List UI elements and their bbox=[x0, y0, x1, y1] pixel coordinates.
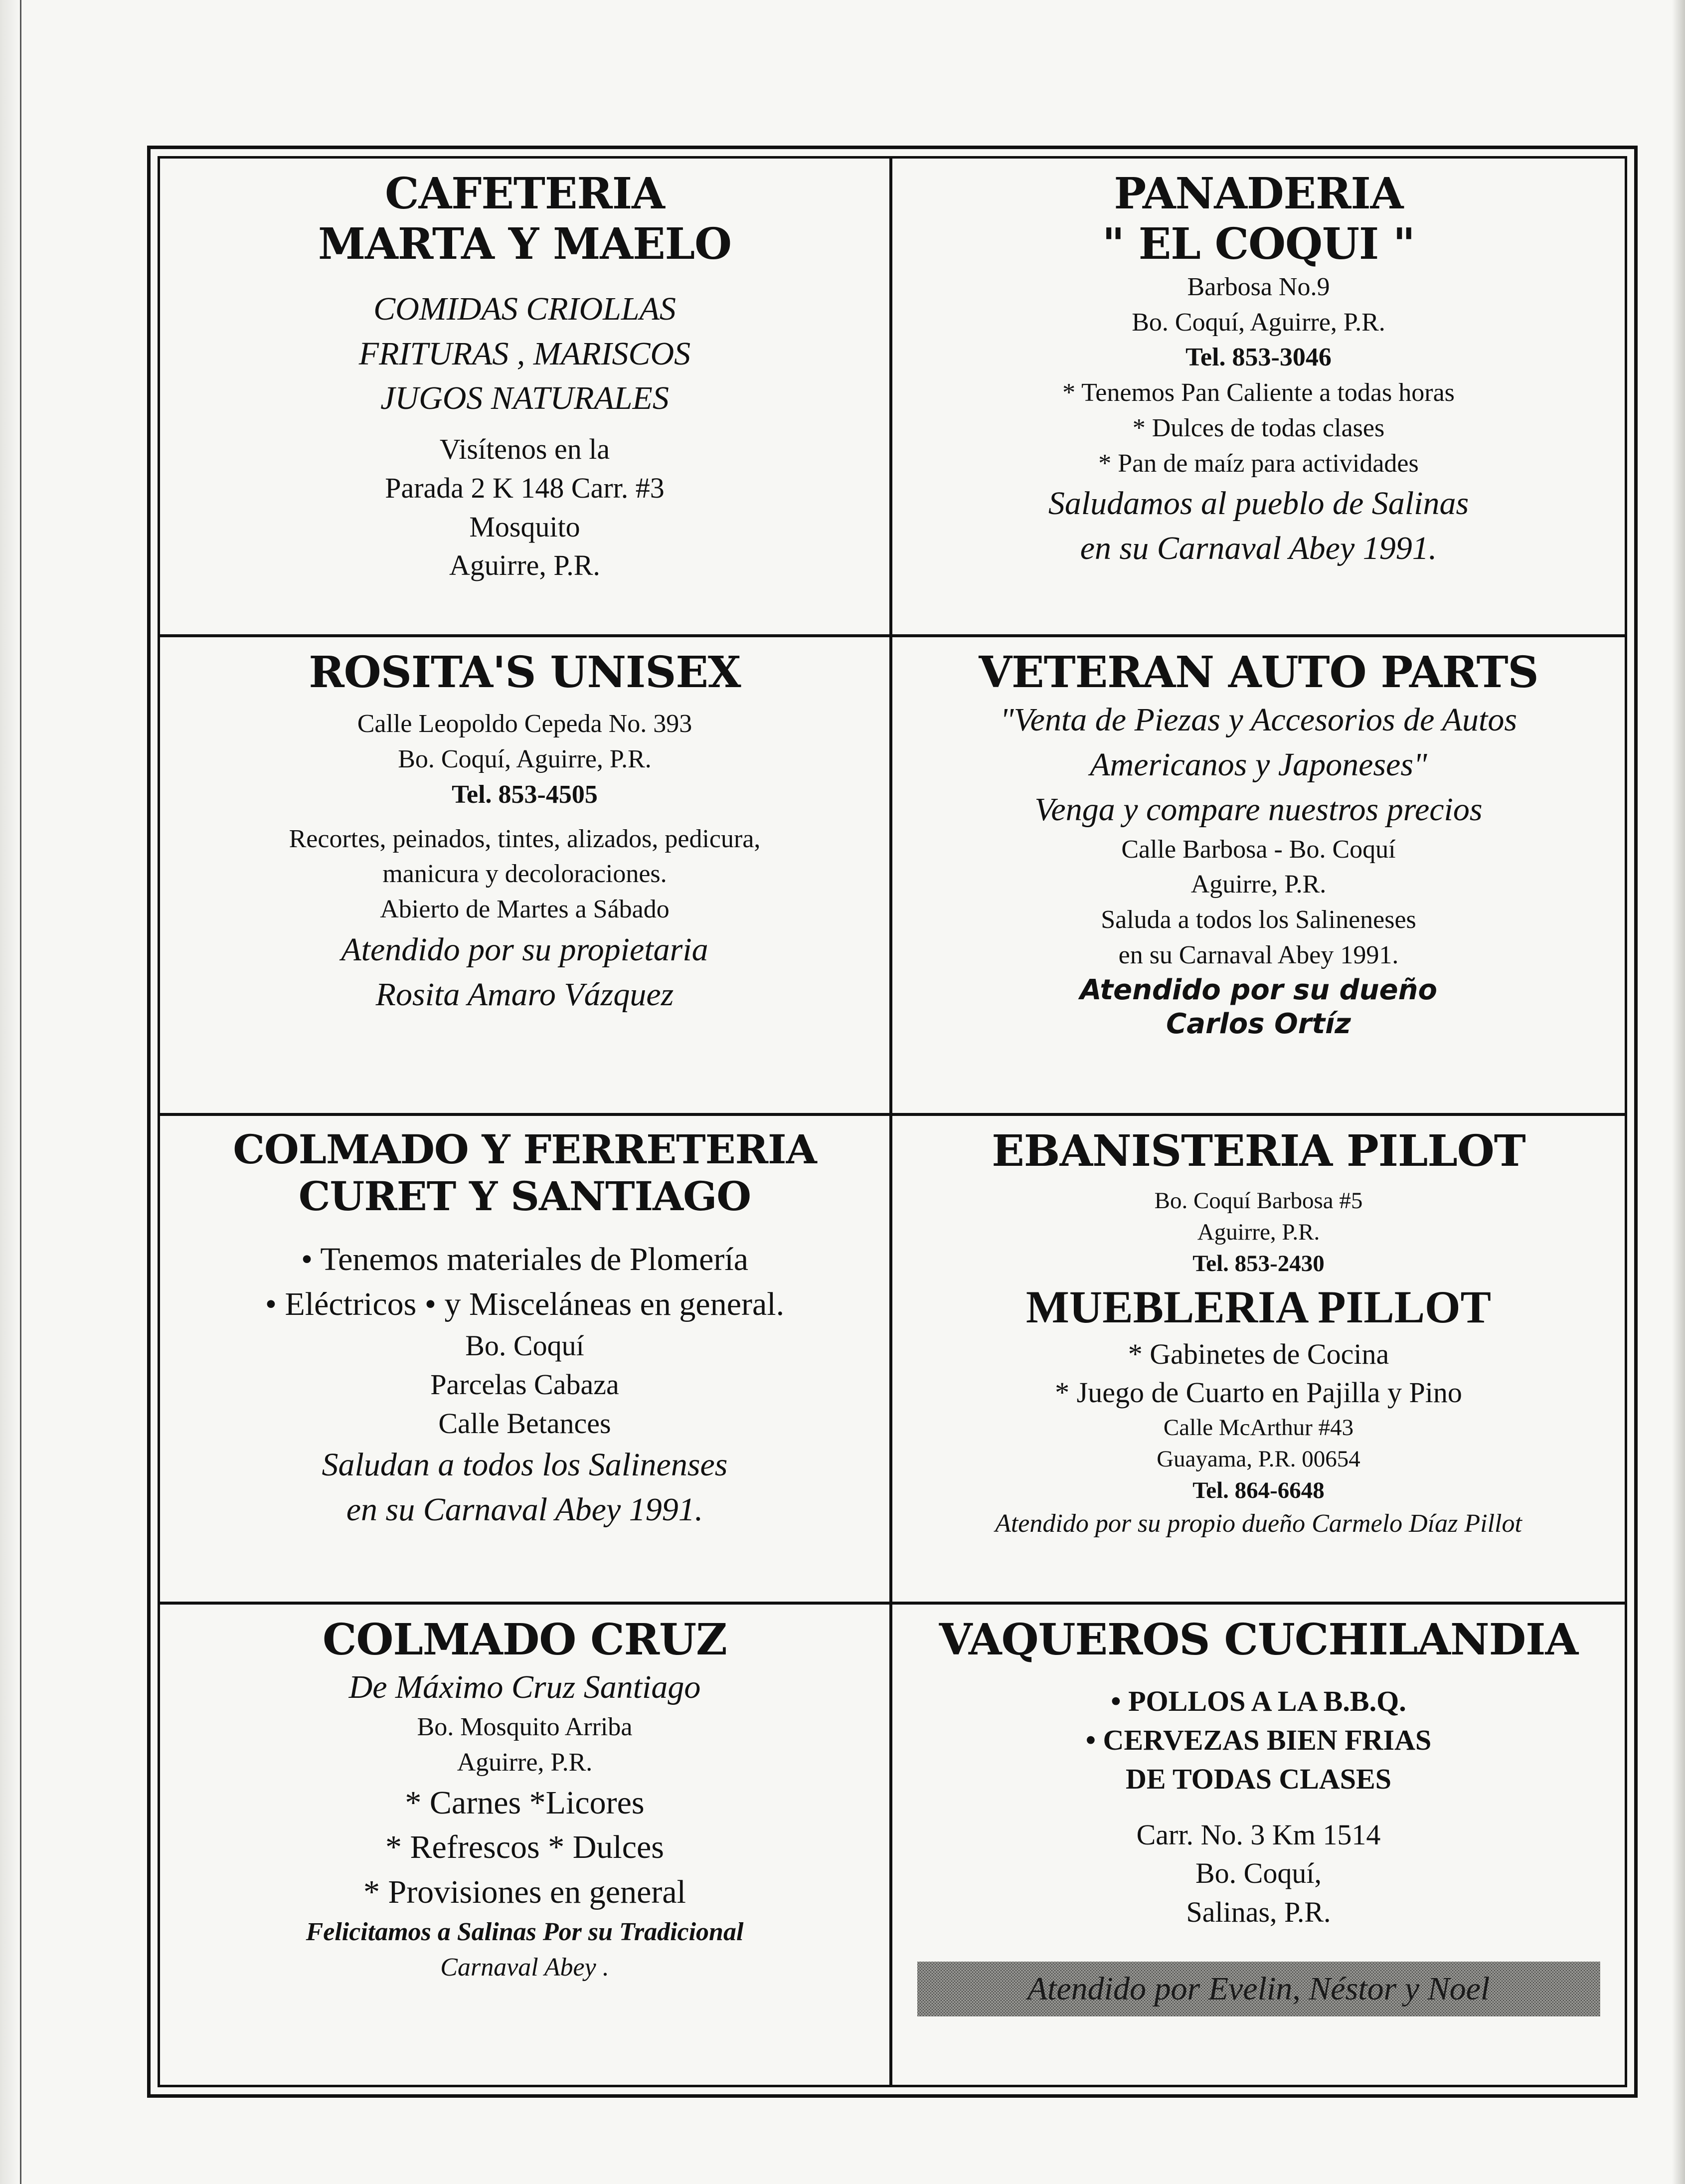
ad-attended: Atendido por su propietaria bbox=[341, 931, 708, 968]
ad-subtitle: MUEBLERIA PILLOT bbox=[1026, 1281, 1491, 1333]
ad-bullet: * Dulces de todas clases bbox=[1132, 413, 1385, 442]
ad-greeting: en su Carnaval Abey 1991. bbox=[1118, 940, 1399, 969]
ad-grid bbox=[158, 156, 1627, 2087]
ad-bullet: * Pan de maíz para actividades bbox=[1098, 449, 1419, 478]
ad-line: Aguirre, P.R. bbox=[457, 1748, 593, 1777]
ad-line: Bo. Coquí, Aguirre, P.R. bbox=[398, 745, 652, 774]
ad-greeting: Saludamos al pueblo de Salinas bbox=[1048, 485, 1469, 522]
ad-address: Calle Betances bbox=[438, 1407, 611, 1440]
ad-bullet: * Tenemos Pan Caliente a todas horas bbox=[1062, 378, 1455, 407]
ad-attended: Atendido por su propio dueño Carmelo Díaz Pillot bbox=[995, 1509, 1522, 1538]
ad-phone: Tel. 853-3046 bbox=[1185, 343, 1332, 372]
ad-address: Parada 2 K 148 Carr. #3 bbox=[385, 471, 665, 504]
ad-greeting: Felicitamos a Salinas Por su Tradicional bbox=[306, 1917, 744, 1946]
ad-line: COMIDAS CRIOLLAS bbox=[373, 290, 676, 327]
ad-bullet: * Gabinetes de Cocina bbox=[1128, 1337, 1389, 1370]
ad-line: Mosquito bbox=[469, 510, 580, 543]
ad-greeting: en su Carnaval Abey 1991. bbox=[346, 1491, 703, 1528]
ad-bullet: DE TODAS CLASES bbox=[1126, 1762, 1391, 1795]
ad-title: VAQUEROS CUCHILANDIA bbox=[939, 1615, 1578, 1665]
ad-line: Aguirre, P.R. bbox=[449, 549, 600, 582]
ad-line: Venga y compare nuestros precios bbox=[1034, 791, 1483, 828]
ad-veteran-auto-parts bbox=[892, 637, 1625, 1116]
ad-bullet: • Eléctricos • y Misceláneas en general. bbox=[265, 1285, 785, 1322]
ad-title: PANADERIA bbox=[1114, 169, 1403, 219]
ad-phone: Tel. 853-2430 bbox=[1192, 1251, 1325, 1277]
ad-line: Abierto de Martes a Sábado bbox=[380, 895, 670, 924]
scan-left-edge bbox=[0, 0, 21, 2184]
ad-line: Salinas, P.R. bbox=[1186, 1896, 1331, 1929]
ad-title: EBANISTERIA PILLOT bbox=[992, 1126, 1525, 1176]
ad-colmado-ferreteria bbox=[160, 1116, 892, 1605]
ad-line: Aguirre, P.R. bbox=[1190, 870, 1327, 899]
ad-line: Bo. Coquí bbox=[465, 1329, 584, 1362]
ad-line: Aguirre, P.R. bbox=[1197, 1219, 1320, 1246]
ad-greeting: Carnaval Abey . bbox=[440, 1953, 609, 1982]
ad-line: De Máximo Cruz Santiago bbox=[348, 1669, 701, 1706]
ad-line: Guayama, P.R. 00654 bbox=[1157, 1446, 1360, 1472]
ad-bullet: • CERVEZAS BIEN FRIAS bbox=[1085, 1724, 1432, 1757]
ad-greeting: Saludan a todos los Salinenses bbox=[322, 1447, 728, 1483]
ad-title: CAFETERIA bbox=[385, 169, 665, 219]
ad-bullet: * Provisiones en general bbox=[363, 1874, 686, 1911]
ad-title: CURET Y SANTIAGO bbox=[298, 1173, 751, 1220]
ad-colmado-cruz bbox=[160, 1605, 892, 2085]
ad-address: Bo. Mosquito Arriba bbox=[417, 1713, 633, 1742]
ad-title: MARTA Y MAELO bbox=[318, 219, 732, 270]
scan-right-edge bbox=[1672, 0, 1685, 2184]
ad-title: VETERAN AUTO PARTS bbox=[979, 647, 1538, 698]
ad-bullet: * Juego de Cuarto en Pajilla y Pino bbox=[1055, 1376, 1462, 1409]
ad-line: "Venta de Piezas y Accesorios de Autos bbox=[1000, 702, 1517, 738]
ad-title: ROSITA'S UNISEX bbox=[309, 647, 741, 698]
ad-line: Bo. Coquí, bbox=[1195, 1857, 1322, 1890]
ad-phone: Tel. 853-4505 bbox=[452, 780, 598, 809]
ad-address: Bo. Coquí Barbosa #5 bbox=[1154, 1188, 1363, 1214]
ad-line: Parcelas Cabaza bbox=[430, 1368, 619, 1401]
ad-line: Americanos y Japoneses" bbox=[1090, 746, 1427, 783]
ad-attended: Rosita Amaro Vázquez bbox=[375, 976, 674, 1013]
ad-cafeteria bbox=[160, 159, 892, 637]
ad-address: Barbosa No.9 bbox=[1187, 272, 1330, 301]
ad-phone: Tel. 864-6648 bbox=[1192, 1477, 1325, 1504]
ad-panaderia bbox=[892, 159, 1625, 637]
ad-bullet: • POLLOS A LA B.B.Q. bbox=[1111, 1685, 1406, 1718]
ad-bullet: * Carnes *Licores bbox=[405, 1784, 645, 1821]
ad-vaqueros-cuchilandia bbox=[892, 1605, 1625, 2085]
ad-title: " EL COQUI " bbox=[1102, 219, 1415, 270]
ad-greeting: Saluda a todos los Salineneses bbox=[1101, 906, 1416, 934]
ad-greeting: en su Carnaval Abey 1991. bbox=[1080, 530, 1437, 566]
ad-line: manicura y decoloraciones. bbox=[382, 860, 667, 889]
ad-address: Calle McArthur #43 bbox=[1163, 1415, 1354, 1441]
ad-rositas-unisex bbox=[160, 637, 892, 1116]
ad-line: Visítenos en la bbox=[439, 433, 610, 466]
ad-title: COLMADO Y FERRETERIA bbox=[233, 1126, 817, 1173]
ad-line: JUGOS NATURALES bbox=[380, 380, 669, 417]
ad-address: Calle Barbosa - Bo. Coquí bbox=[1121, 835, 1396, 864]
ad-attended: Carlos Ortíz bbox=[1166, 1007, 1351, 1040]
ad-address: Calle Leopoldo Cepeda No. 393 bbox=[357, 710, 692, 738]
ad-bullet: • Tenemos materiales de Plomería bbox=[301, 1241, 748, 1277]
ad-attended: Atendido por su dueño bbox=[1080, 973, 1437, 1006]
ad-page-frame bbox=[147, 146, 1638, 2098]
ad-address: Carr. No. 3 Km 1514 bbox=[1136, 1818, 1381, 1851]
ad-title: COLMADO CRUZ bbox=[323, 1615, 727, 1665]
ad-attended-banner: Atendido por Evelin, Néstor y Noel bbox=[917, 1962, 1600, 2016]
ad-line: FRITURAS , MARISCOS bbox=[358, 335, 691, 372]
ad-line: Bo. Coquí, Aguirre, P.R. bbox=[1132, 308, 1385, 337]
ad-bullet: * Refrescos * Dulces bbox=[385, 1829, 664, 1866]
ad-line: Recortes, peinados, tintes, alizados, pedicura, bbox=[289, 824, 761, 853]
ad-ebanisteria-pillot bbox=[892, 1116, 1625, 1605]
